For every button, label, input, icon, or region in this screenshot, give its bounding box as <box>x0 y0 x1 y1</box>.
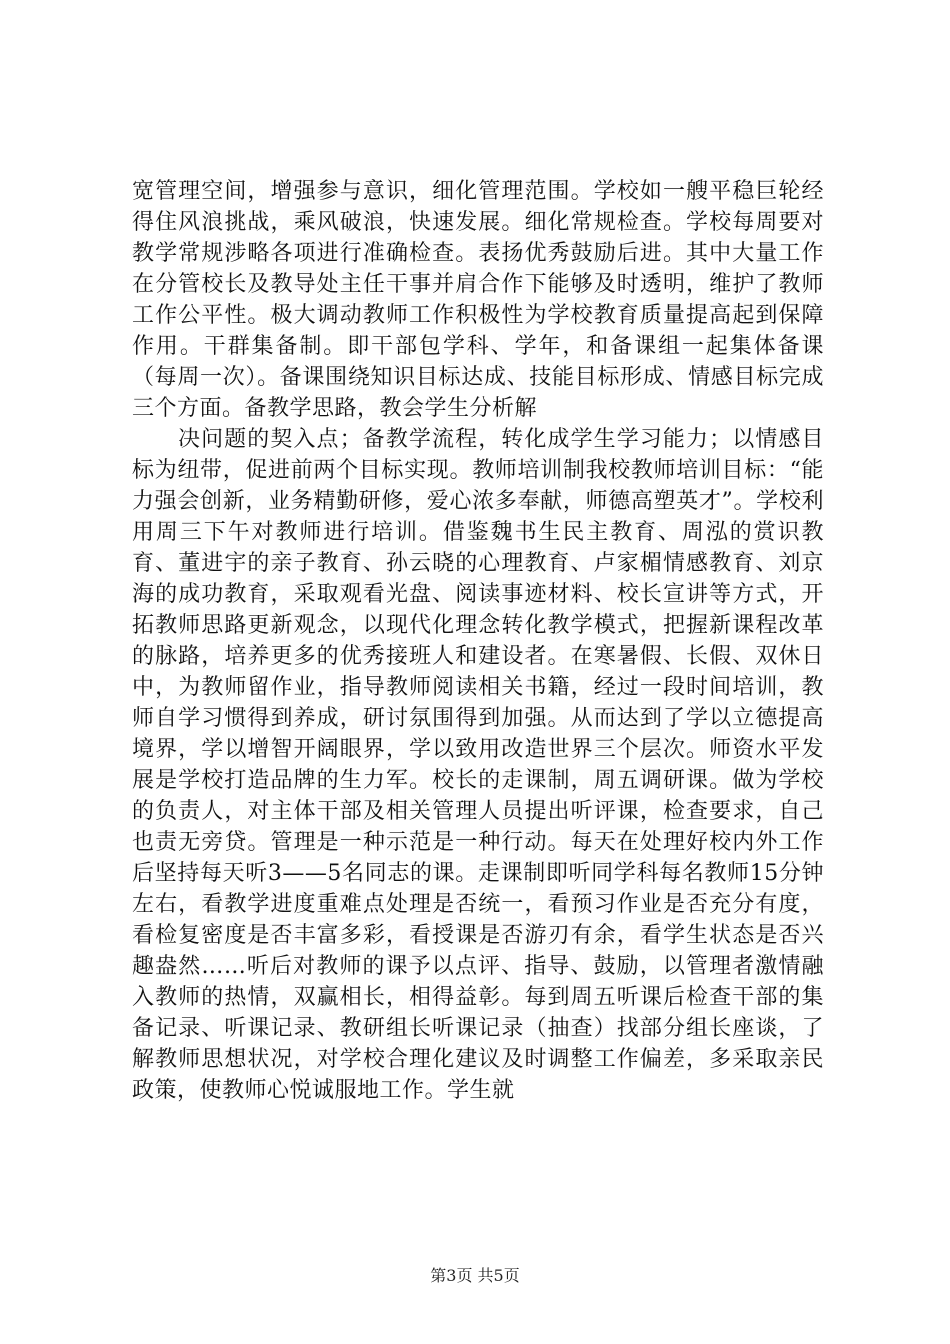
paragraph-2: 决问题的契入点；备教学流程，转化成学生学习能力；以情感目标为纽带，促进前两个目标实现。教师培训制我校教师培训目标：“能力强会创新，业务精勤研修，爱心浓多奉献，师德高塑英才”。学校利用周三下午对教师进行培训。借鉴魏书生民主教育、周泓的赏识教育、董进宇的亲子教育、孙云晓的心理教育、卢家楣情感教育、刘京海的成功教育，采取观看光盘、阅读事迹材料、校长宣讲等方式，开拓教师思路更新观念，以现代化理念转化教学模式，把握新课程改革的脉路，培养更多的优秀接班人和建设者。在寒暑假、长假、双休日中，为教师留作业，指导教师阅读相关书籍，经过一段时间培训，教师自学习惯得到养成，研讨氛围得到加强。从而达到了学以立德提高境界，学以增智开阔眼界，学以致用改造世界三个层次。师资水平发展是学校打造品牌的生力军。校长的走课制，周五调研课。做为学校的负责人，对主体干部及相关管理人员提出听评课，检查要求，自己也责无旁贷。管理是一种示范是一种行动。每天在处理好校内外工作后坚持每天听3——5名同志的课。走课制即听同学科每名教师15分钟左右，看教学进度重难点处理是否统一，看预习作业是否充分有度，看检复密度是否丰富多彩，看授课是否游刃有余，看学生状态是否兴趣盎然……听后对教师的课予以点评、指导、鼓励，以管理者激情融入教师的热情，双赢相长，相得益彰。每到周五听课后检查干部的集备记录、听课记录、教研组长听课记录（抽查）找部分组长座谈，了解教师思想状况，对学校合理化建议及时调整工作偏差，多采取亲民政策，使教师心悦诚服地工作。学生就 <box>132 427 824 1103</box>
paragraph-1: 宽管理空间，增强参与意识，细化管理范围。学校如一艘平稳巨轮经得住风浪挑战，乘风破浪，快速发展。细化常规检查。学校每周要对教学常规涉略各项进行准确检查。表扬优秀鼓励后进。其中大量工作在分管校长及教导处主任干事并肩合作下能够及时透明，维护了教师工作公平性。极大调动教师工作积极性为学校教育质量提高起到保障作用。干群集备制。即干部包学科、学年，和备课组一起集体备课（每周一次）。备课围绕知识目标达成、技能目标形成、情感目标完成三个方面。备教学思路，教会学生分析解 <box>132 179 824 421</box>
document-body <box>132 176 824 1106</box>
page-footer: 第3页 共5页 <box>430 1266 520 1285</box>
